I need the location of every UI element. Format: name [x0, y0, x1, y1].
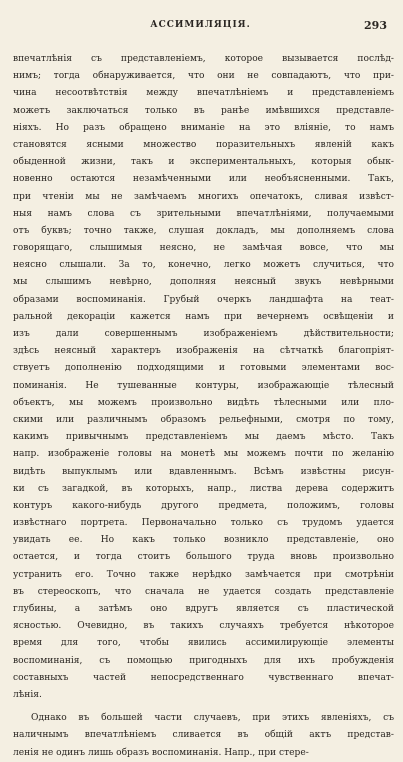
running-head: АССИМИЛЯЦІЯ.	[150, 20, 251, 30]
text-line: становятся ясными множество поразительныхъ явленій какъ	[13, 139, 394, 150]
text-line: обыденной жизни, такъ и экспериментальныхъ, которыя обык-	[13, 157, 394, 168]
text-line: воспоминанія, съ помощью пригодныхъ для ихъ пробужденія	[13, 655, 394, 666]
text-line: остается, и тогда стоитъ большого труда вновь произвольно	[13, 552, 394, 563]
text-line: можетъ заключаться только въ ранѣе имѣвшихся представле-	[13, 105, 394, 116]
text-line: здѣсь неясный характеръ изображенія на сѣтчаткѣ благопріят-	[13, 346, 394, 357]
text-line: изъ дали совершеннымъ изображеніемъ дѣйствительности;	[13, 329, 394, 339]
text-line: ніяхъ. Но разъ обращено вниманіе на это вліяніе, то намъ	[13, 122, 394, 133]
text-line: видѣть выпуклымъ или вдавленнымъ. Всѣмъ извѣстны рисун-	[13, 466, 394, 477]
text-line: образами воспоминанія. Грубый очеркъ ландшафта на теат-	[13, 294, 394, 305]
text-line: Однако въ большей части случаевъ, при этихъ явленіяхъ, съ	[31, 713, 394, 724]
text-line: ствуетъ дополненію подходящими и готовыми элементами вос-	[13, 363, 394, 374]
text-line: ныя намъ слова съ зрительными впечатлѣніями, получаемыми	[13, 208, 394, 219]
text-line: время для того, чтобы явились ассимилирующіе элементы	[13, 638, 394, 649]
text-line: мы слышимъ невѣрно, дополняя неясный звукъ невѣрными	[13, 277, 394, 288]
text-line: ленія не одинъ лишь образъ воспоминанія. Напр., при стере-	[13, 747, 309, 758]
text-line: неясно слышали. За то, конечно, легко можетъ случиться, что	[13, 260, 394, 271]
page-body	[13, 51, 394, 762]
page-number: 293	[364, 19, 387, 32]
text-line: новенно остаются незамѣченными или необъясненными. Такъ,	[13, 174, 394, 185]
text-line: нимъ; тогда обнаруживается, что они не совпадаютъ, что при-	[13, 71, 394, 82]
text-line: напр. изображеніе головы на монетѣ мы можемъ почти по желанію	[13, 449, 394, 460]
text-line: впечатлѣнія съ представленіемъ, которое вызывается послѣд-	[13, 54, 394, 64]
text-line: поминанія. Не тушеванные контуры, изображающіе тѣлесный	[13, 380, 394, 391]
text-line: составныхъ частей непосредственнаго чувственнаго впечат-	[13, 672, 394, 683]
text-line: лѣнія.	[13, 689, 42, 700]
text-line: ки съ загадкой, въ которыхъ, напр., листва дерева содержитъ	[13, 483, 394, 494]
text-line: устранить его. Точно также нерѣдко замѣчается при смотрѣніи	[13, 569, 394, 580]
text-line: глубины, а затѣмъ оно вдругъ является съ пластической	[13, 604, 394, 614]
text-line: при чтеніи мы не замѣчаемъ многихъ опечатокъ, сливая извѣст-	[13, 191, 394, 202]
text-line: ральной декораціи кажется намъ при вечернемъ освѣщеніи и	[13, 311, 394, 322]
text-line: какимъ привычнымъ представленіемъ мы даемъ мѣсто. Такъ	[13, 432, 394, 443]
text-line: ясностью. Очевидно, въ такихъ случаяхъ требуется нѣкоторое	[13, 621, 394, 632]
paragraph-1	[13, 51, 394, 704]
text-line: увидать ее. Но какъ только возникло представленіе, оно	[13, 535, 394, 546]
page-header	[14, 20, 387, 34]
text-line: контуръ какого-нибудь другого предмета, положимъ, головы	[13, 500, 394, 511]
text-line: въ стереоскопъ, что сначала не удается создать представленіе	[13, 586, 394, 597]
text-line: отъ буквъ; точно также, слушая докладъ, мы дополняемъ слова	[13, 225, 394, 236]
text-line: скими или различнымъ образомъ рельефными, смотря по тому,	[13, 414, 394, 425]
paragraph-2	[13, 710, 394, 762]
text-line: наличнымъ впечатлѣніемъ сливается въ общій актъ представ-	[13, 730, 394, 741]
text-line: объектъ, мы можемъ произвольно видѣть тѣлесными или пло-	[13, 397, 394, 408]
text-line: говорящаго, слышимыя неясно, не замѣчая вовсе, что мы	[13, 243, 394, 254]
text-line: извѣстнаго портрета. Первоначально только съ трудомъ удается	[13, 518, 394, 529]
text-line: чина несоотвѣтствія между впечатлѣніемъ и представленіемъ	[13, 88, 394, 99]
